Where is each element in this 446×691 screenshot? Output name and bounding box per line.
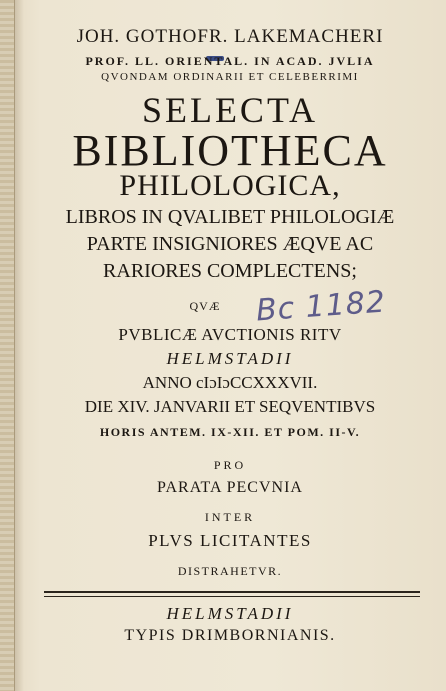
inter-word: INTER	[204, 510, 256, 524]
quae-word: QVÆ	[189, 299, 221, 313]
auction-rite-line: PVBLICÆ AVCTIONIS RITV	[118, 325, 342, 344]
imprint-place: HELMSTADII	[166, 604, 294, 623]
title-bibliotheca: BIBLIOTHECA	[72, 126, 388, 175]
author-line: JOH. GOTHOFR. LAKEMACHERI	[76, 26, 384, 47]
subtitle-line-1: LIBROS IN QVALIBET PHILOLOGIÆ	[65, 206, 395, 228]
distrahetur-line: DISTRAHETVR.	[177, 564, 283, 578]
parata-line: PARATA PECVNIA	[157, 479, 303, 496]
subtitle-line-3: RARIORES COMPLECTENS;	[103, 260, 357, 282]
title-selecta: SELECTA	[141, 90, 319, 130]
thick-rule	[44, 591, 420, 593]
hours-line: HORIS ANTEM. IX-XII. ET POM. II-V.	[99, 425, 361, 439]
licitantes-line: PLVS LICITANTES	[148, 531, 312, 550]
title-philologica: PHILOLOGICA,	[119, 169, 341, 202]
place-line: HELMSTADII	[166, 349, 294, 368]
thin-rule	[44, 596, 420, 597]
date-line: DIE XIV. JANVARII ET SEQVENTIBVS	[84, 397, 376, 416]
year-line: ANNO cIɔIɔCCXXXVII.	[142, 373, 318, 392]
handwritten-shelfmark: Bc 1182	[254, 284, 388, 329]
pro-word: PRO	[213, 458, 247, 472]
quondam-line: QVONDAM ORDINARII ET CELEBERRIMI	[101, 71, 359, 83]
author-position-line: PROF. LL. ORIENTAL. IN ACAD. JVLIA	[85, 54, 375, 68]
subtitle-line-2: PARTE INSIGNIORES ÆQVE AC	[86, 233, 374, 255]
imprint-printer: TYPIS DRIMBORNIANIS.	[124, 627, 336, 644]
book-spine-edge	[0, 0, 15, 691]
